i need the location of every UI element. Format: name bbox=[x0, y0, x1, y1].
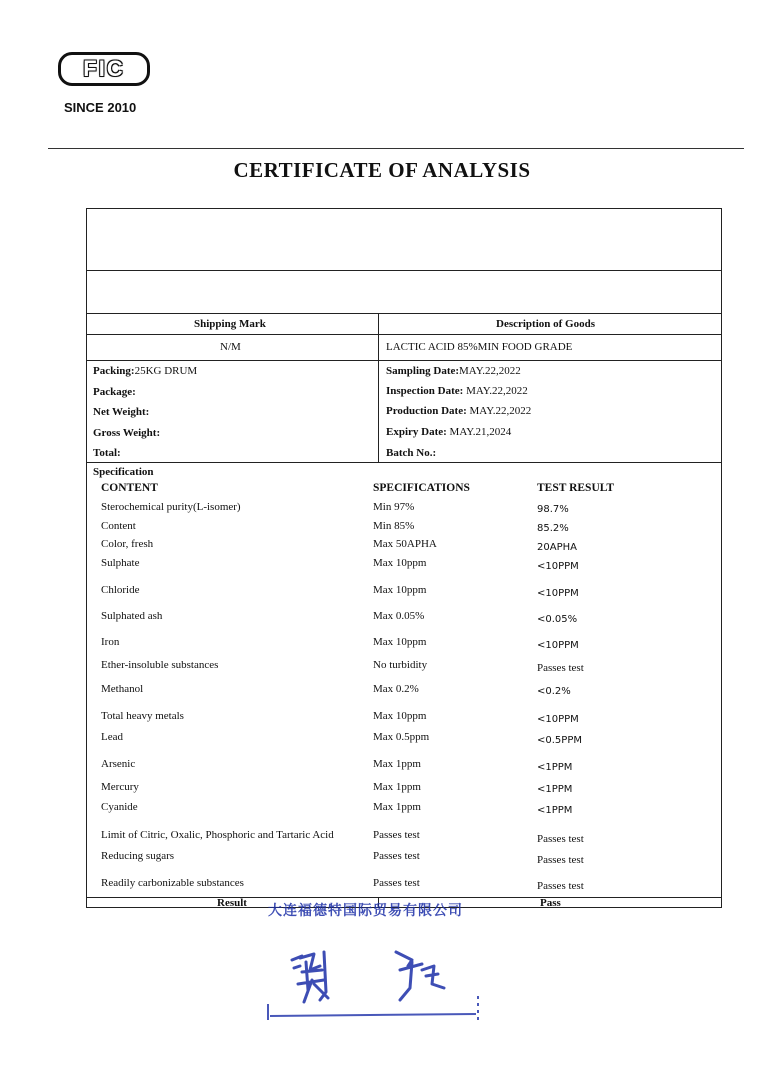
spec-row-content: Total heavy metals bbox=[101, 710, 184, 722]
spec-row-result: <1PPM bbox=[537, 805, 573, 816]
result-value: Pass bbox=[540, 897, 561, 909]
spec-row-result: <10PPM bbox=[537, 640, 579, 651]
column-divider bbox=[378, 313, 379, 462]
spec-row-result: 20APHA bbox=[537, 542, 577, 553]
shipping-mark-value: N/M bbox=[220, 341, 241, 353]
company-logo bbox=[54, 52, 154, 86]
spec-row-content: Ether-insoluble substances bbox=[101, 659, 219, 671]
expiry-date-field: Expiry Date: MAY.21,2024 bbox=[386, 426, 512, 438]
spec-row-content: Iron bbox=[101, 636, 120, 648]
spec-row-content: Arsenic bbox=[101, 758, 136, 770]
shipping-mark-label: Shipping Mark bbox=[194, 318, 266, 330]
specification-label: Specification bbox=[93, 466, 154, 478]
gross-weight-field: Gross Weight: bbox=[93, 427, 161, 439]
spec-row-result: <0.05% bbox=[537, 614, 578, 625]
logo-mark: FIC bbox=[58, 52, 150, 86]
inspection-date-field: Inspection Date: MAY.22,2022 bbox=[386, 385, 528, 397]
table-divider bbox=[86, 360, 722, 361]
spec-row-result: Passes test bbox=[537, 833, 584, 845]
spec-row-content: Reducing sugars bbox=[101, 850, 175, 862]
spec-row-spec: Max 0.2% bbox=[373, 683, 419, 695]
spec-row-content: Chloride bbox=[101, 584, 140, 596]
spec-row-content: Limit of Citric, Oxalic, Phosphoric and Tartaric Acid bbox=[101, 829, 334, 841]
description-value: LACTIC ACID 85%MIN FOOD GRADE bbox=[386, 341, 573, 353]
spec-row-spec: Passes test bbox=[373, 877, 420, 889]
total-field: Total: bbox=[93, 447, 121, 459]
spec-row-result: <1PPM bbox=[537, 762, 573, 773]
spec-row-spec: Max 10ppm bbox=[373, 710, 427, 722]
spec-row-content: Color, fresh bbox=[101, 538, 154, 550]
spec-row-spec: Max 1ppm bbox=[373, 801, 421, 813]
content-column-header: CONTENT bbox=[101, 482, 158, 494]
spec-row-spec: Max 10ppm bbox=[373, 557, 427, 569]
spec-row-content: Sterochemical purity(L-isomer) bbox=[101, 501, 241, 513]
spec-row-spec: Max 10ppm bbox=[373, 636, 427, 648]
page-title: CERTIFICATE OF ANALYSIS bbox=[233, 158, 531, 182]
spec-row-spec: Max 1ppm bbox=[373, 781, 421, 793]
specifications-column-header: SPECIFICATIONS bbox=[373, 482, 470, 494]
description-label: Description of Goods bbox=[496, 318, 595, 330]
net-weight-field: Net Weight: bbox=[93, 406, 150, 418]
batch-no-field: Batch No.: bbox=[386, 447, 437, 459]
spec-row-result: <1PPM bbox=[537, 784, 573, 795]
spec-row-spec: Passes test bbox=[373, 829, 420, 841]
spec-row-result: Passes test bbox=[537, 854, 584, 866]
spec-row-spec: Max 0.05% bbox=[373, 610, 425, 622]
table-divider bbox=[86, 270, 722, 271]
spec-row-result: <10PPM bbox=[537, 714, 579, 725]
result-label: Result bbox=[217, 897, 247, 909]
spec-row-content: Sulphate bbox=[101, 557, 140, 569]
sampling-date-field: Sampling Date:MAY.22,2022 bbox=[386, 365, 521, 377]
spec-row-result: 85.2% bbox=[537, 523, 569, 534]
spec-row-spec: Min 85% bbox=[373, 520, 415, 532]
spec-row-result: <10PPM bbox=[537, 561, 579, 572]
test-result-column-header: TEST RESULT bbox=[537, 482, 615, 494]
spec-row-spec: No turbidity bbox=[373, 659, 428, 671]
company-stamp: 大连福德特国际贸易有限公司 bbox=[268, 903, 463, 919]
spec-row-content: Mercury bbox=[101, 781, 139, 793]
table-divider bbox=[86, 313, 722, 314]
spec-row-spec: Max 10ppm bbox=[373, 584, 427, 596]
spec-row-spec: Max 50APHA bbox=[373, 538, 437, 550]
spec-row-spec: Passes test bbox=[373, 850, 420, 862]
spec-row-content: Methanol bbox=[101, 683, 144, 695]
table-divider bbox=[86, 334, 722, 335]
spec-row-spec: Max 0.5ppm bbox=[373, 731, 430, 743]
spec-row-content: Readily carbonizable substances bbox=[101, 877, 244, 889]
spec-row-result: Passes test bbox=[537, 880, 584, 892]
table-divider bbox=[86, 897, 722, 898]
spec-row-spec: Max 1ppm bbox=[373, 758, 421, 770]
spec-row-content: Content bbox=[101, 520, 136, 532]
spec-row-content: Lead bbox=[101, 731, 123, 743]
spec-row-spec: Min 97% bbox=[373, 501, 415, 513]
packing-field: Packing:25KG DRUM bbox=[93, 365, 198, 377]
spec-row-content: Sulphated ash bbox=[101, 610, 163, 622]
spec-row-result: Passes test bbox=[537, 662, 584, 674]
spec-row-result: <0.5PPM bbox=[537, 735, 582, 746]
table-divider bbox=[86, 462, 722, 463]
spec-row-result: <10PPM bbox=[537, 588, 579, 599]
spec-row-result: 98.7% bbox=[537, 504, 569, 515]
package-field: Package: bbox=[93, 386, 136, 398]
spec-row-result: <0.2% bbox=[537, 686, 571, 697]
header-divider bbox=[48, 148, 744, 149]
since-label: SINCE 2010 bbox=[64, 100, 137, 115]
signature bbox=[262, 940, 492, 1025]
spec-row-content: Cyanide bbox=[101, 801, 138, 813]
production-date-field: Production Date: MAY.22,2022 bbox=[386, 405, 532, 417]
